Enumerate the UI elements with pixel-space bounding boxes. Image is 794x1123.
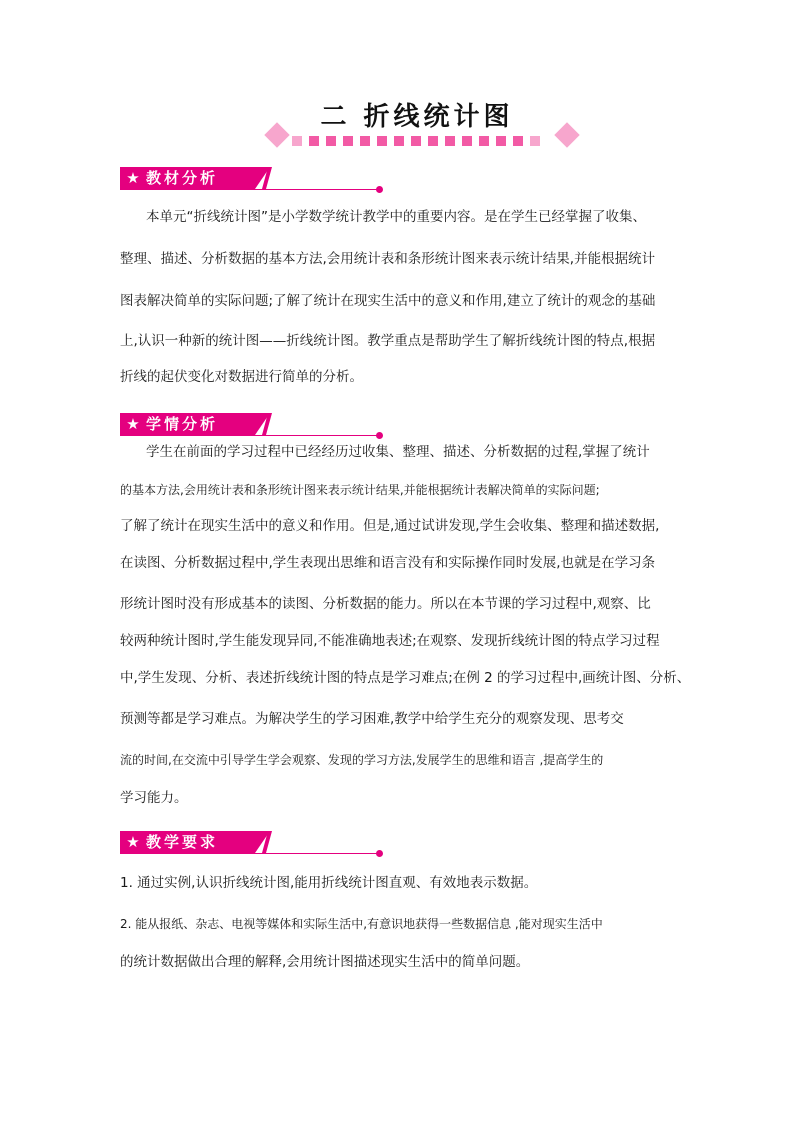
list-item: 1. 通过实例,认识折线统计图,能用折线统计图直观、有效地表示数据。	[120, 875, 538, 891]
chapter-title: 二 折线统计图	[320, 102, 514, 132]
list-item-continuation: 的统计数据做出合理的解释,会用统计图描述现实生活中的简单问题。	[120, 954, 530, 970]
decorative-dots	[292, 136, 540, 146]
paragraph-line: 流的时间,在交流中引导学生学会观察、发现的学习方法,发展学生的思维和语言 ,提高学生的	[120, 753, 604, 767]
section-heading: 学情分析	[146, 415, 219, 433]
paragraph-line: 图表解决简单的实际问题;了解了统计在现实生活中的意义和作用,建立了统计的观念的基础	[120, 293, 656, 309]
paragraph-line: 学习能力。	[120, 790, 188, 806]
list-item: 2. 能从报纸、杂志、电视等媒体和实际生活中,有意识地获得一些数据信息 ,能对现实生活中	[120, 917, 603, 931]
paragraph-line: 折线的起伏变化对数据进行简单的分析。	[120, 369, 363, 385]
star-icon: ★	[126, 415, 140, 433]
paragraph-line: 预测等都是学习难点。为解决学生的学习困难,教学中给学生充分的观察发现、思考交	[120, 711, 624, 727]
bullet-dot-icon	[376, 432, 383, 439]
paragraph-line: 的基本方法,会用统计表和条形统计图来表示统计结果,并能根据统计表解决简单的实际问题;	[120, 483, 600, 497]
bullet-dot-icon	[376, 186, 383, 193]
paragraph-line: 上,认识一种新的统计图——折线统计图。教学重点是帮助学生了解折线统计图的特点,根据	[120, 333, 656, 349]
title-decoration	[262, 124, 582, 154]
section-header-teaching-requirements	[120, 831, 390, 855]
paragraph-line: 形统计图时没有形成基本的读图、分析数据的能力。所以在本节课的学习过程中,观察、比	[120, 596, 651, 612]
star-icon: ★	[126, 833, 140, 851]
paragraph-line: 较两种统计图时,学生能发现异同,不能准确地表述;在观察、发现折线统计图的特点学习过程	[120, 633, 660, 649]
bullet-dot-icon	[376, 850, 383, 857]
star-icon: ★	[126, 169, 140, 187]
paragraph-line: 整理、描述、分析数据的基本方法,会用统计表和条形统计图来表示统计结果,并能根据统计	[120, 251, 656, 267]
paragraph-line: 本单元“折线统计图”是小学数学统计教学中的重要内容。是在学生已经掌握了收集、	[146, 209, 646, 225]
section-heading: 教材分析	[146, 169, 219, 187]
paragraph-line: 中,学生发现、分析、表述折线统计图的特点是学习难点;在例 2 的学习过程中,画统计图、分析、	[120, 670, 691, 686]
diamond-right-icon	[554, 122, 579, 147]
section-heading: 教学要求	[146, 833, 219, 851]
section-header-textbook-analysis	[120, 167, 390, 191]
section-header-learner-analysis	[120, 413, 390, 437]
diamond-left-icon	[264, 122, 289, 147]
paragraph-line: 学生在前面的学习过程中已经经历过收集、整理、描述、分析数据的过程,掌握了统计	[146, 444, 650, 460]
paragraph-line: 在读图、分析数据过程中,学生表现出思维和语言没有和实际操作同时发展,也就是在学习条	[120, 555, 656, 571]
paragraph-line: 了解了统计在现实生活中的意义和作用。但是,通过试讲发现,学生会收集、整理和描述数据,	[120, 518, 660, 534]
